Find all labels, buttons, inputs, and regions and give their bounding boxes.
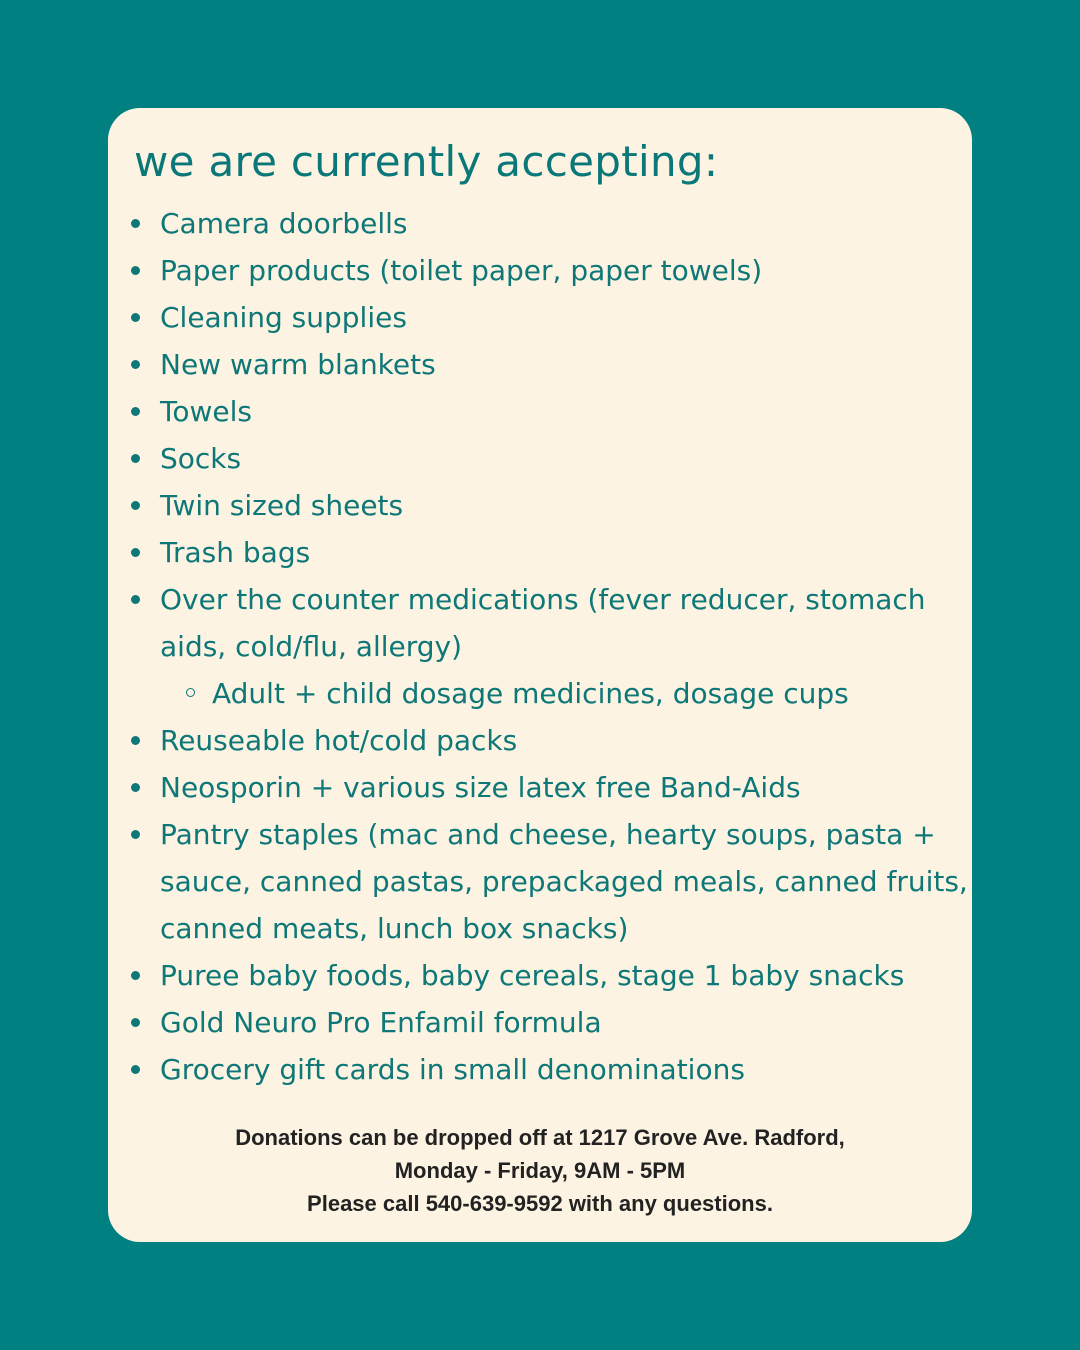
list-item: Reuseable hot/cold packs [160,717,970,764]
bullet-icon [131,454,140,463]
bullet-icon [131,1065,140,1074]
dropoff-info [108,1121,972,1220]
sub-list-item: Adult + child dosage medicines, dosage cups [212,670,970,717]
contact-phone: Please call 540-639-9592 with any questions. [307,1191,773,1216]
bullet-icon [131,1018,140,1027]
list-item: Twin sized sheets [160,482,970,529]
donation-card [108,108,972,1242]
bullet-icon [131,783,140,792]
bullet-icon [131,219,140,228]
bullet-icon [131,501,140,510]
list-item: Grocery gift cards in small denominations [160,1046,970,1093]
list-item: Neosporin + various size latex free Band-Aids [160,764,970,811]
list-item: Trash bags [160,529,970,576]
list-item: Socks [160,435,970,482]
bullet-icon [131,360,140,369]
bullet-icon [131,736,140,745]
accepted-items-list [160,200,970,1093]
list-item: Over the counter medications (fever reducer, stomach aids, cold/flu, allergy) Adult + child dosage medicines, dosage cups [160,576,970,717]
bullet-icon [131,548,140,557]
bullet-icon [131,407,140,416]
bullet-icon [131,266,140,275]
bullet-icon [131,595,140,604]
bullet-icon [131,830,140,839]
list-item: Paper products (toilet paper, paper towels) [160,247,970,294]
bullet-icon [131,313,140,322]
list-item: Cleaning supplies [160,294,970,341]
hollow-bullet-icon [186,688,195,697]
list-item: New warm blankets [160,341,970,388]
list-item: Camera doorbells [160,200,970,247]
list-item: Towels [160,388,970,435]
bullet-icon [131,971,140,980]
dropoff-address: Donations can be dropped off at 1217 Grove Ave. Radford, [235,1125,845,1150]
dropoff-hours: Monday - Friday, 9AM - 5PM [394,1158,686,1183]
list-item: Gold Neuro Pro Enfamil formula [160,999,970,1046]
page-title: we are currently accepting: [134,137,719,186]
sub-list [160,670,970,717]
list-item: Puree baby foods, baby cereals, stage 1 baby snacks [160,952,970,999]
list-item: Pantry staples (mac and cheese, hearty soups, pasta + sauce, canned pastas, prepackaged meals, canned fruits, canned meats, lunch box snacks) [160,811,970,952]
